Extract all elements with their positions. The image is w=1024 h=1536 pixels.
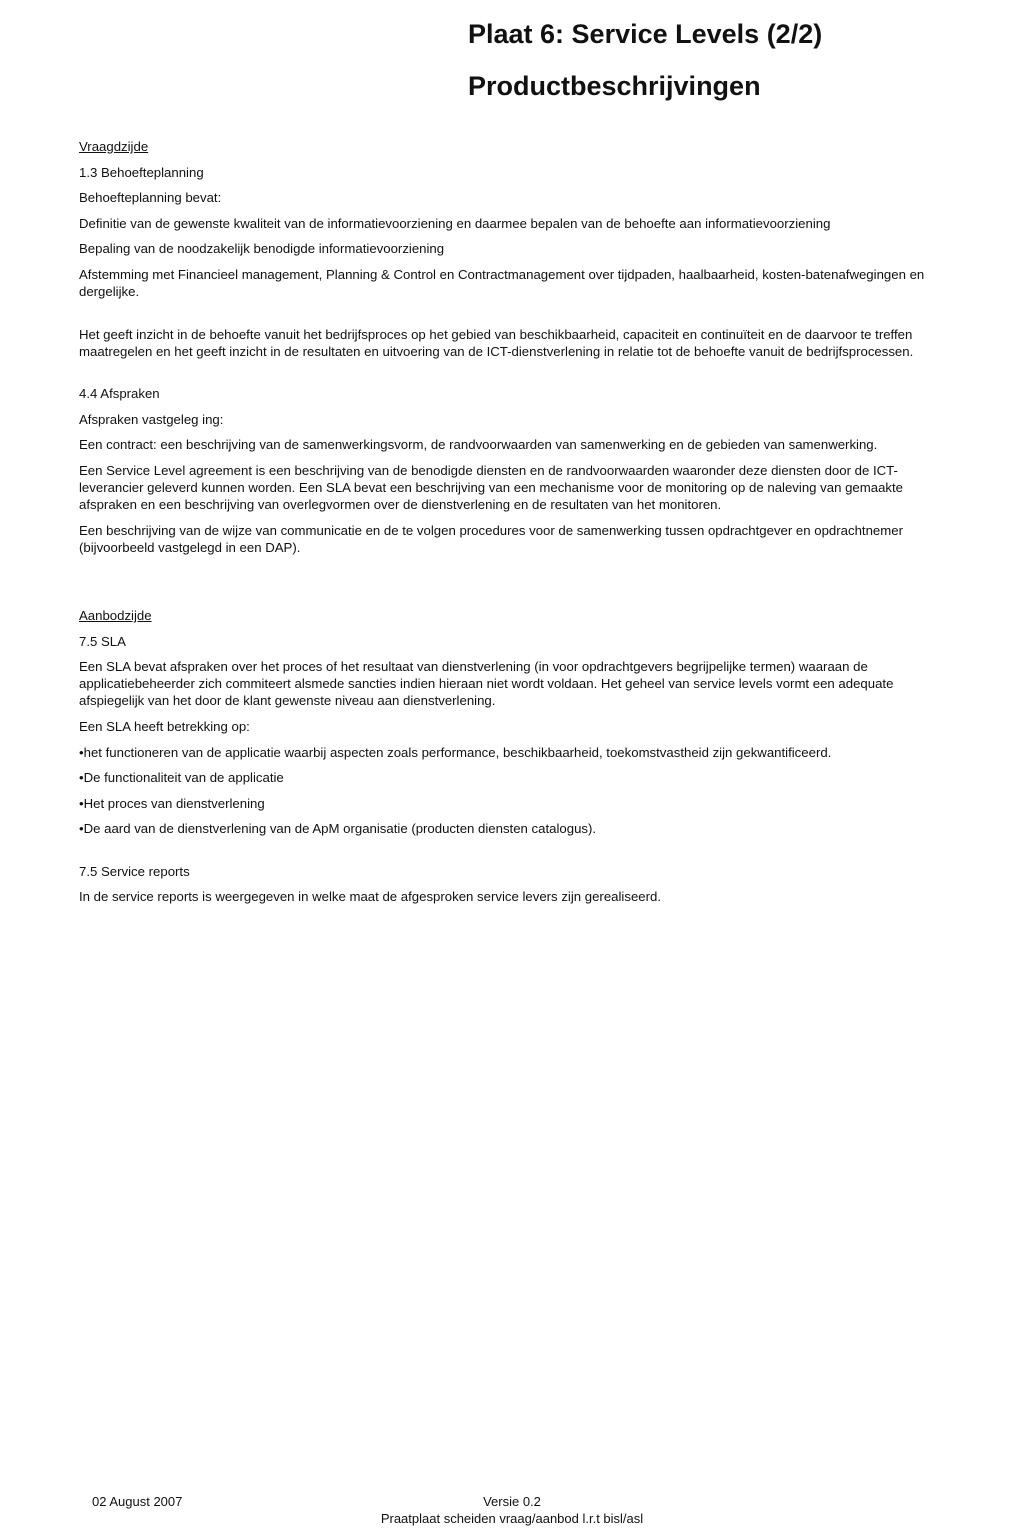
page-header	[468, 8, 1008, 112]
spacer	[79, 846, 949, 863]
footer-version: Versie 0.2	[483, 1494, 541, 1509]
paragraph: Een SLA bevat afspraken over het proces of het resultaat van dienstverlening (in voor opdrachtgevers begrijpelijke termen) waaraan de applicatiebeheerder zich commiteert alsmede sancties indien hieraan niet wordt voldaan. Het geheel van service levels vormt een adequate afspiegelijk van het door de klant gewenste niveau aan dienstverlening.	[79, 659, 894, 709]
paragraph: Een SLA heeft betrekking op:	[79, 718, 250, 734]
bullet-item: •Het proces van dienstverlening	[79, 795, 265, 811]
list-item: Afstemming met Financieel management, Planning & Control en Contractmanagement over tijdpaden, haalbaarheid, kosten-batenafwegingen en dergelijke.	[79, 266, 925, 299]
list-item: Bepaling van de noodzakelijk benodigde informatievoorziening	[79, 241, 445, 257]
paragraph: Behoefteplanning bevat:	[79, 190, 222, 206]
list-item: Een beschrijving van de wijze van communicatie en de te volgen procedures voor de samenwerking tussen opdrachtgever en opdrachtnemer (bijvoorbeeld vastgelegd in een DAP).	[79, 522, 903, 555]
spacer	[79, 564, 949, 607]
footer-doc-title: Praatplaat scheiden vraag/aanbod l.r.t bisl/asl	[380, 1511, 644, 1526]
section-title-service-reports: 7.5 Service reports	[79, 863, 190, 879]
section-title-sla: 7.5 SLA	[79, 633, 126, 649]
paragraph: Afspraken vastgeleg ing:	[79, 411, 224, 427]
bullet-item: •het functioneren van de applicatie waarbij aspecten zoals performance, beschikbaarheid, toekomstvastheid zijn gekwantificeerd.	[79, 744, 832, 760]
section-title-behoefteplanning: 1.3 Behoefteplanning	[79, 164, 204, 180]
list-item: Een Service Level agreement is een beschrijving van de benodigde diensten en de randvoorwaarden waaronder deze diensten door de ICT-leverancier geleverd kunnen worden. Een SLA bevat een beschrijving van een mechanisme voor de monitoring op de naleving van gemaakte afspraken en een beschrijving van overlegvormen over de dienstverlening en de resultaten van het monitoren.	[79, 462, 903, 512]
spacer	[79, 368, 949, 385]
bullet-item: •De aard van de dienstverlening van de ApM organisatie (producten diensten catalogus).	[79, 821, 597, 837]
footer-info	[312, 1493, 712, 1527]
section-heading-vraagzijde: Vraagdzijde	[79, 139, 149, 154]
bullet-item: •De functionaliteit van de applicatie	[79, 770, 284, 786]
list-item: Een contract: een beschrijving van de samenwerkingsvorm, de randvoorwaarden van samenwerking en de gebieden van samenwerking.	[79, 437, 878, 453]
list-item: Definitie van de gewenste kwaliteit van de informatievoorziening en daarmee bepalen van de behoefte aan informatievoorziening	[79, 215, 831, 231]
section-heading-aanbodzijde: Aanbodzijde	[79, 608, 152, 624]
document-body	[79, 138, 949, 914]
spacer	[79, 309, 949, 326]
section-title-afspraken: 4.4 Afspraken	[79, 386, 160, 402]
paragraph: In de service reports is weergegeven in welke maat de afgesproken service levers zijn gerealiseerd.	[79, 889, 662, 905]
paragraph: Het geeft inzicht in de behoefte vanuit het bedrijfsproces op het gebied van beschikbaarheid, capaciteit en continuïteit en de daarvoor te treffen maatregelen en het geeft inzicht in de resultaten en uitvoering van de ICT-dienstverlening in relatie tot de behoefte vanuit de bedrijfsprocessen.	[79, 326, 914, 359]
page-subtitle: Productbeschrijvingen	[468, 71, 761, 101]
footer-date: 02 August 2007	[92, 1494, 183, 1509]
page-title: Plaat 6: Service Levels (2/2)	[468, 19, 823, 49]
